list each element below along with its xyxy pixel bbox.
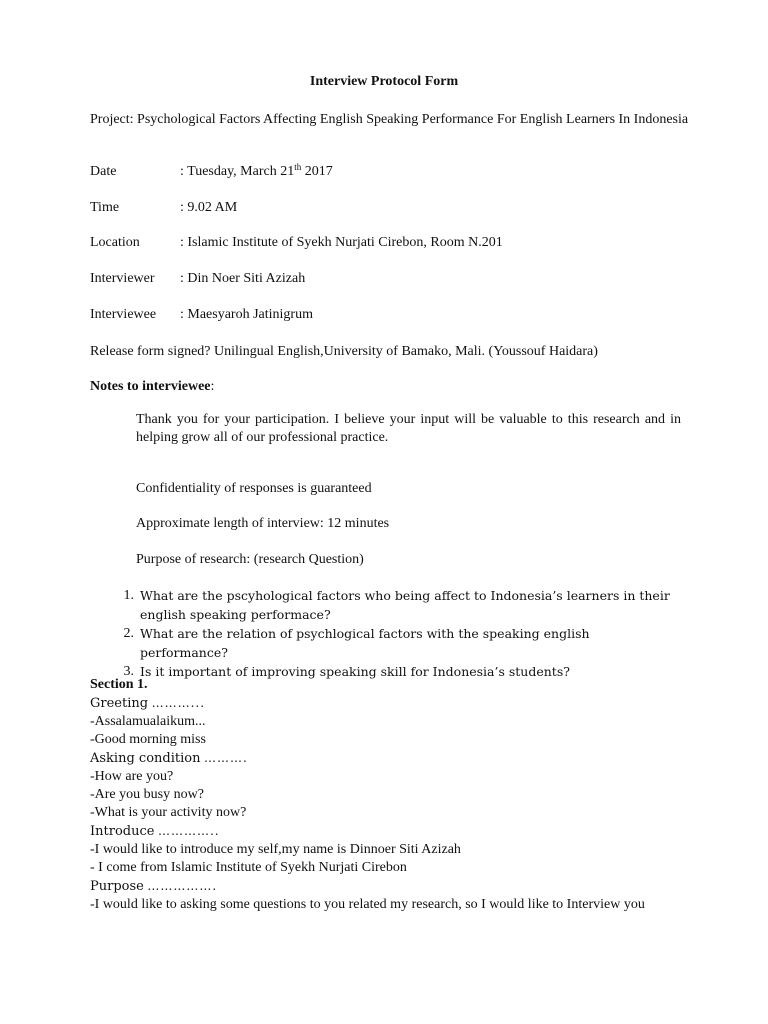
greeting-label: Greeting ………... bbox=[90, 696, 206, 711]
research-questions-list bbox=[112, 587, 672, 682]
section-heading: Section 1. bbox=[90, 677, 148, 692]
list-item: 2. What are the relation of psychlogical factors with the speaking english performance? bbox=[123, 626, 590, 660]
list-item: 3. Is it important of improving speaking skill for Indonesia’s students? bbox=[123, 664, 570, 679]
page-title: Interview Protocol Form bbox=[309, 74, 459, 89]
asking-line: -How are you? bbox=[90, 769, 174, 784]
length-line: Approximate length of interview: 12 minutes bbox=[136, 516, 390, 531]
purpose-statement: -I would like to asking some questions to you related my research, so I would like to Interview you bbox=[90, 897, 645, 912]
asking-line: -What is your activity now? bbox=[90, 805, 247, 820]
section-1 bbox=[90, 676, 690, 914]
greeting-line: -Assalamualaikum... bbox=[90, 714, 206, 729]
introduce-line: -I would like to introduce my self,my name is Dinnoer Siti Azizah bbox=[90, 842, 461, 857]
interviewee-value: : Maesyaroh Jatinigrum bbox=[180, 307, 313, 322]
introduce-line: - I come from Islamic Institute of Syekh Nurjati Cirebon bbox=[90, 860, 407, 875]
confidentiality-line: Confidentiality of responses is guaranteed bbox=[136, 481, 372, 496]
date-label: Date bbox=[90, 164, 117, 179]
asking-condition-label: Asking condition ………. bbox=[90, 751, 248, 766]
notes-paragraph: Thank you for your participation. I believe your input will be valuable to this research and in helping grow all of our professional practice. bbox=[136, 412, 681, 445]
interviewer-value: : Din Noer Siti Azizah bbox=[180, 271, 306, 286]
introduce-label: Introduce ………….. bbox=[90, 824, 220, 839]
location-label: Location bbox=[90, 235, 140, 250]
greeting-line: -Good morning miss bbox=[90, 732, 206, 747]
interviewee-label: Interviewee bbox=[90, 307, 157, 322]
time-value: : 9.02 AM bbox=[180, 200, 238, 215]
project-line: Project: Psychological Factors Affecting English Speaking Performance For English Learners In Indonesia bbox=[90, 112, 689, 127]
list-item: 1. What are the pscyhological factors who being affect to Indonesia’s learners in their english speaking performace? bbox=[123, 588, 670, 622]
notes-heading: Notes to interviewee: bbox=[90, 379, 215, 394]
purpose-label: Purpose ……………. bbox=[90, 879, 218, 894]
date-value: : Tuesday, March 21th 2017 bbox=[180, 162, 333, 179]
time-label: Time bbox=[90, 200, 120, 215]
release-form-line: Release form signed? Unilingual English,University of Bamako, Mali. (Youssouf Haidara) bbox=[90, 344, 598, 359]
location-value: : Islamic Institute of Syekh Nurjati Cirebon, Room N.201 bbox=[180, 235, 503, 250]
purpose-line: Purpose of research: (research Question) bbox=[136, 552, 364, 567]
interviewer-label: Interviewer bbox=[90, 271, 155, 286]
asking-line: -Are you busy now? bbox=[90, 787, 204, 802]
